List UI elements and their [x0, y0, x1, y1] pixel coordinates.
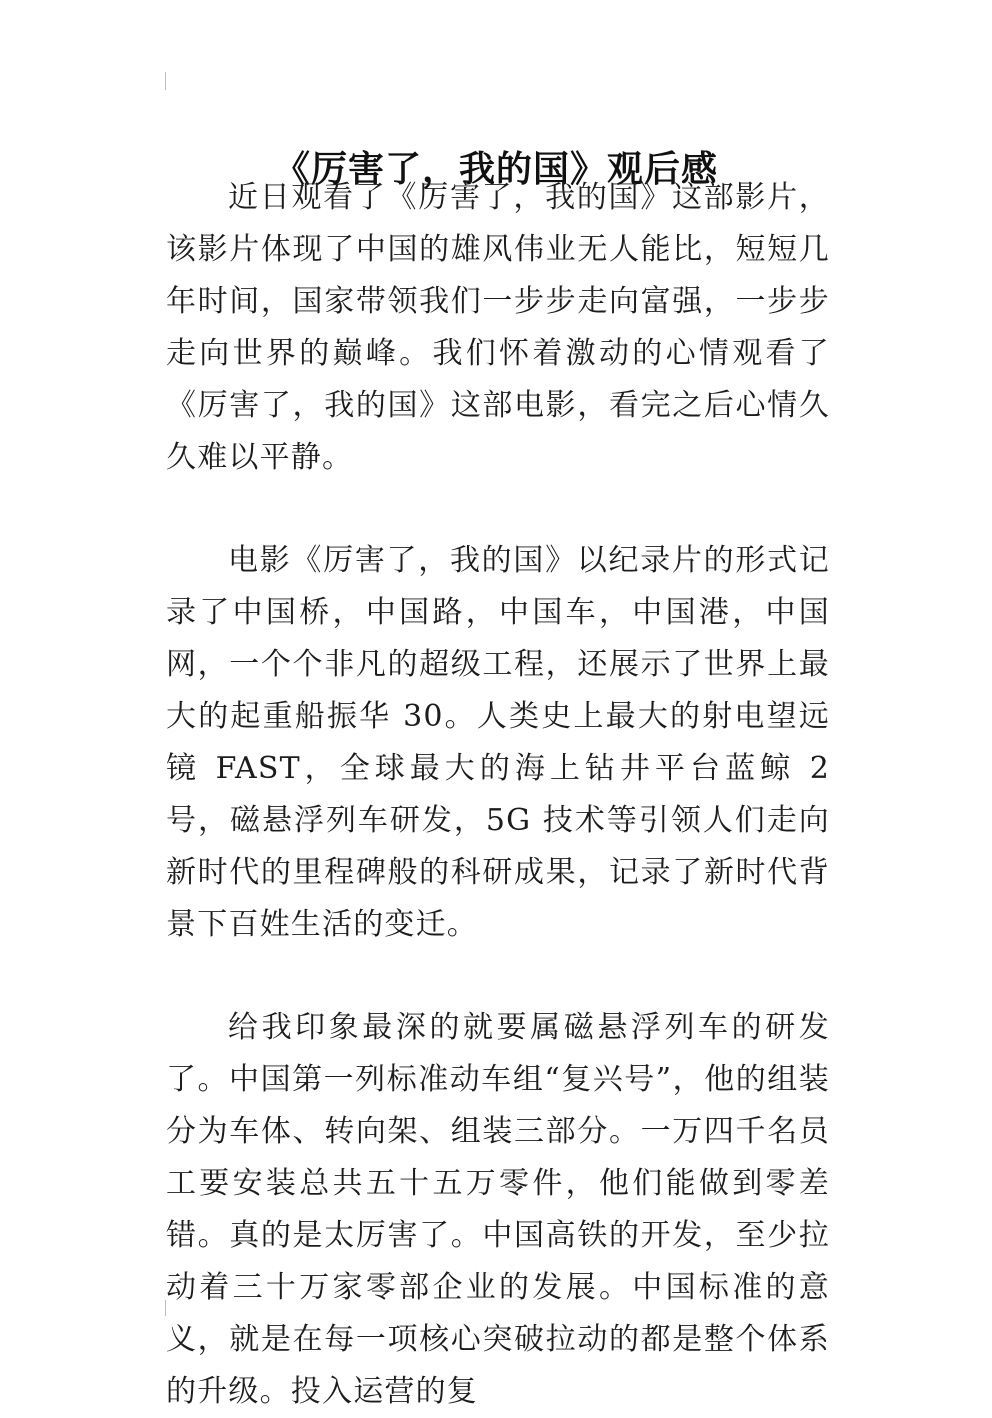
paragraph-2: 电影《厉害了，我的国》以纪录片的形式记录了中国桥，中国路，中国车，中国港，中国网，一个个非凡的超级工程，还展示了世界上最大的起重船振华 30。人类史上最大的射电望远镜 FAST，全球最大的海上钻井平台蓝鲸 2 号，磁悬浮列车研发，5G 技术等引领人们走向新时代的里程碑般的科研成果，记录了新时代背景下百姓生活的变迁。	[166, 543, 830, 942]
crop-mark-top	[165, 72, 166, 90]
paragraph-3: 给我印象最深的就要属磁悬浮列车的研发了。中国第一列标准动车组“复兴号”，他的组装分为车体、转向架、组装三部分。一万四千名员工要安装总共五十五万零件，他们能做到零差错。真的是太厉害了。中国高铁的开发，至少拉动着三十万家零部企业的发展。中国标准的意义，就是在每一项核心突破拉动的都是整个体系的升级。投入运营的复	[166, 1010, 830, 1409]
paragraph-1: 近日观看了《厉害了，我的国》这部影片，该影片体现了中国的雄风伟业无人能比，短短几年时间，国家带领我们一步步走向富强，一步步走向世界的巅峰。我们怀着激动的心情观看了《厉害了，我的国》这部电影，看完之后心情久久难以平静。	[166, 180, 830, 475]
document-title: 《厉害了，我的国》观后感	[273, 149, 718, 191]
document-body	[166, 172, 830, 1418]
crop-mark-bottom	[165, 1300, 166, 1316]
